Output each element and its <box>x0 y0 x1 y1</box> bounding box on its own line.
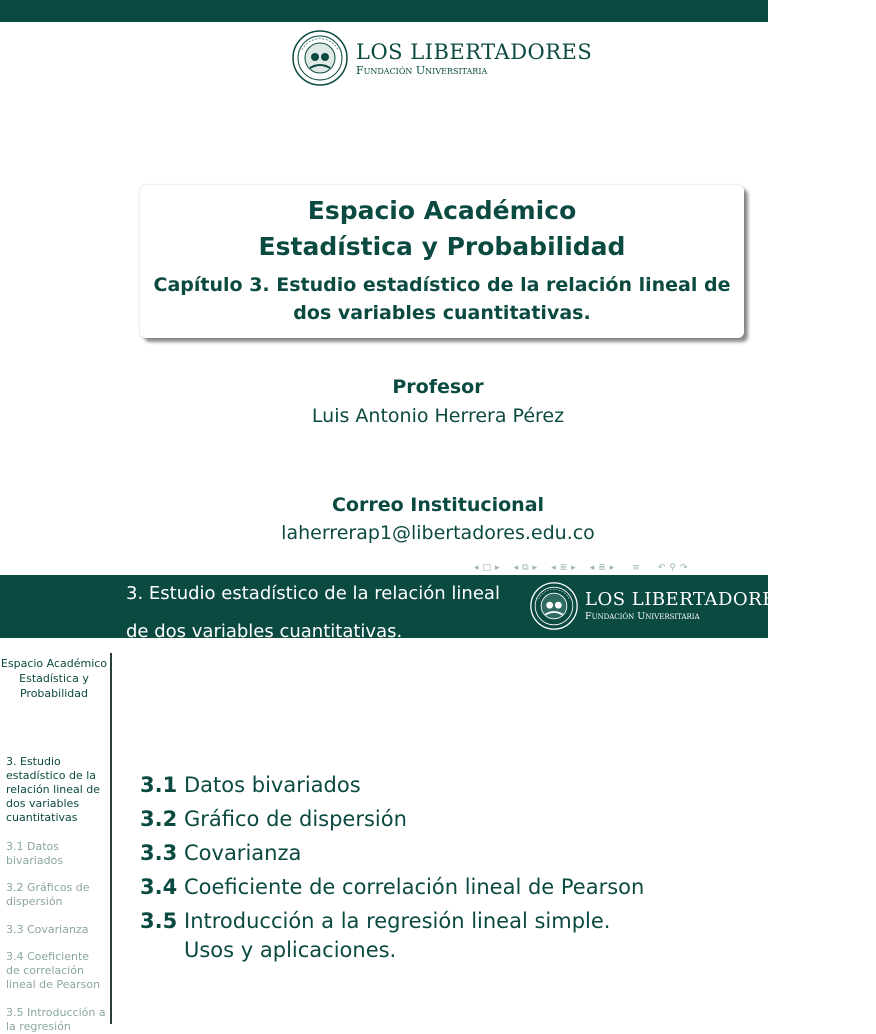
university-logo <box>530 582 789 630</box>
professor-name: Luis Antonio Herrera Pérez <box>311 405 565 427</box>
redo-icon[interactable]: ↷ <box>679 563 688 573</box>
title-box <box>140 185 744 338</box>
next-arrow-icon[interactable]: ▸ <box>609 563 615 573</box>
sidebar-item-graficos-dispersion[interactable]: 3.2 Gráficos de dispersión <box>6 881 90 908</box>
align-icon[interactable]: ≡ <box>632 563 640 573</box>
brand-name: LOS LIBERTADORES <box>356 39 593 64</box>
toc-text: Gráfico de dispersión <box>184 807 407 831</box>
toc-number: 3.3 <box>140 841 178 865</box>
section-icon[interactable]: ≣ <box>598 563 606 573</box>
next-arrow-icon[interactable]: ▸ <box>571 563 576 573</box>
next-arrow-icon[interactable]: ▸ <box>495 563 500 573</box>
toc-number: 3.4 <box>140 875 178 899</box>
toc-text: Covarianza <box>184 841 302 865</box>
toc-item[interactable] <box>140 873 660 902</box>
frame-icon[interactable]: □ <box>482 563 492 573</box>
chapter-title: Capítulo 3. Estudio estadístico de la relación lineal de dos variables cuantitativas. <box>153 274 731 324</box>
sidebar-item-section[interactable]: 3. Estudio estadístico de la relación lineal de dos variables cuantitativas <box>6 755 101 824</box>
search-icon[interactable]: ⚲ <box>669 563 676 573</box>
table-of-contents <box>140 771 660 970</box>
toc-number: 3.2 <box>140 807 178 831</box>
sidebar <box>0 638 110 1033</box>
professor-label: Profesor <box>392 376 484 398</box>
toc-text: Introducción a la regresión lineal simple. Usos y aplicaciones. <box>184 909 611 962</box>
title-slide <box>0 0 768 575</box>
brand-subtitle: Fundación Universitaria <box>356 63 488 77</box>
sidebar-item-datos-bivariados[interactable]: 3.1 Datos bivariados <box>6 840 64 867</box>
seal-icon <box>292 30 348 86</box>
sidebar-item-correlacion-pearson[interactable]: 3.4 Coeficiente de correlación lineal de Pearson <box>6 950 101 991</box>
toc-item[interactable] <box>140 805 660 834</box>
email-label: Correo Institucional <box>331 494 545 516</box>
toc-number: 3.1 <box>140 773 178 797</box>
university-logo <box>292 30 592 86</box>
brand-subtitle: Fundación Universitaria <box>585 611 700 622</box>
undo-icon[interactable]: ↶ <box>657 563 666 573</box>
toc-number: 3.5 <box>140 909 178 933</box>
header-title: 3. Estudio estadístico de la relación lineal de dos variables cuantitativas. <box>126 583 500 642</box>
sidebar-item-regresion[interactable]: 3.5 Introducción a la regresión <box>6 1006 106 1033</box>
toc-text: Datos bivariados <box>184 773 361 797</box>
brand-name: LOS LIBERTADORES <box>585 589 789 610</box>
prev-arrow-icon[interactable]: ◂ <box>551 563 556 573</box>
slide-header <box>0 575 789 642</box>
subsection-icon[interactable]: ⧉ <box>522 563 529 573</box>
top-bar <box>0 0 768 22</box>
prev-arrow-icon[interactable]: ◂ <box>513 563 519 573</box>
toc-text: Coeficiente de correlación lineal de Pearson <box>184 875 645 899</box>
title-line-2: Estadística y Probabilidad <box>258 232 626 261</box>
prev-arrow-icon[interactable]: ◂ <box>474 563 479 573</box>
prev-arrow-icon[interactable]: ◂ <box>589 563 595 573</box>
seal-icon <box>530 582 578 630</box>
toc-item[interactable] <box>140 839 660 868</box>
sidebar-title: Espacio Académico Estadística y Probabilidad <box>0 657 108 700</box>
sidebar-item-covarianza[interactable]: 3.3 Covarianza <box>6 923 89 936</box>
beamer-navigation <box>474 561 766 575</box>
sidebar-divider <box>110 653 112 1024</box>
next-arrow-icon[interactable]: ▸ <box>532 563 538 573</box>
title-line-1: Espacio Académico <box>307 196 577 225</box>
toc-item[interactable] <box>140 771 660 800</box>
section-icon[interactable]: ≣ <box>559 563 568 573</box>
toc-item[interactable] <box>140 907 660 965</box>
outline-slide <box>0 575 789 1033</box>
email-address: laherrerap1@libertadores.edu.co <box>281 522 595 544</box>
